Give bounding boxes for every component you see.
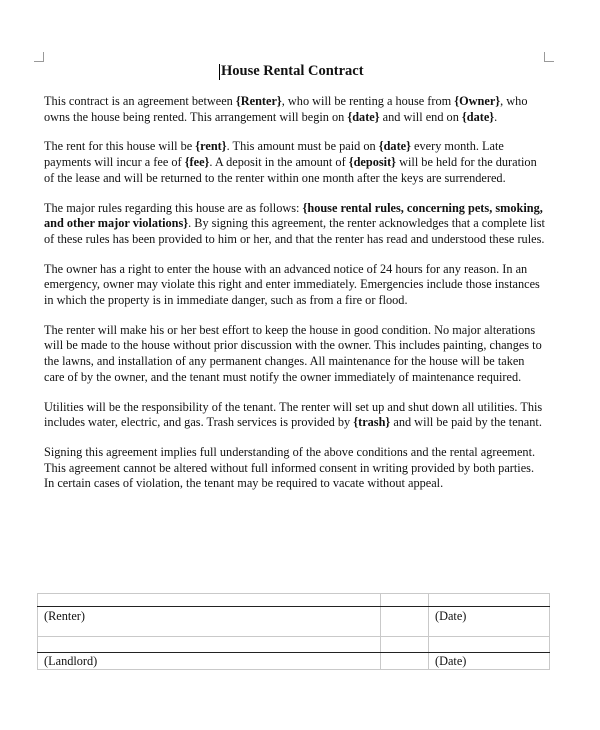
text-run: This contract is an agreement between bbox=[44, 94, 236, 108]
paragraph-entry[interactable] bbox=[44, 262, 546, 309]
placeholder-field: {trash} bbox=[353, 415, 391, 430]
text-run: Signing this agreement implies full understanding of the above conditions and the rental agreement. This agreement cannot be altered without full informed consent in writing provided by both parties. In certain cases of violation, the tenant may be required to vacate without appeal. bbox=[44, 444, 536, 491]
landlord-signature-line[interactable] bbox=[38, 637, 381, 653]
margin-corner-top-right bbox=[544, 52, 554, 62]
text-run: , who owns the house being rented. This arrangement will begin on bbox=[44, 94, 528, 124]
landlord-date-cell[interactable] bbox=[429, 653, 550, 670]
renter-date-label: (Date) bbox=[435, 609, 467, 623]
contract-body[interactable] bbox=[44, 94, 546, 506]
table-row bbox=[38, 637, 550, 653]
placeholder-field: {date} bbox=[461, 109, 495, 124]
document-title[interactable]: House Rental Contract bbox=[221, 63, 364, 79]
text-run: and will be paid by the tenant. bbox=[390, 415, 542, 430]
paragraph-maintenance[interactable] bbox=[44, 323, 546, 386]
signature-table bbox=[37, 593, 550, 670]
margin-corner-top-left bbox=[34, 52, 44, 62]
placeholder-field: {date} bbox=[378, 139, 411, 154]
paragraph-agreement[interactable] bbox=[44, 445, 546, 492]
text-run: The owner has a right to enter the house with an advanced notice of 24 hours for any reason. In an emergency, owner may violate this right and enter immediately. Emergencies include those instances in which the property is in immediate danger, such as from a fire or flood. bbox=[44, 261, 540, 308]
placeholder-field: {Owner} bbox=[454, 94, 501, 108]
landlord-date-line[interactable] bbox=[429, 637, 550, 653]
text-run: The renter will make his or her best effort to keep the house in good condition. No major alterations will be made to the house without prior discussion with the owner. This includes painting, changes to the lawns, and installation of any permanent changes. All maintenance for the house will be taken care of by the owner, and the tenant must notify the owner immediately of maintenance required. bbox=[44, 322, 542, 384]
table-row bbox=[38, 653, 550, 670]
renter-signature-cell[interactable] bbox=[38, 607, 381, 637]
table-cell[interactable] bbox=[381, 594, 429, 607]
placeholder-field: {rent} bbox=[195, 139, 227, 154]
placeholder-field: {deposit} bbox=[348, 155, 397, 170]
paragraph-rent[interactable] bbox=[44, 139, 546, 186]
text-run: The rent for this house will be bbox=[44, 139, 196, 154]
table-cell[interactable] bbox=[381, 637, 429, 653]
placeholder-field: {fee} bbox=[184, 155, 210, 170]
landlord-label: (Landlord) bbox=[44, 654, 98, 668]
placeholder-field: {Renter} bbox=[235, 94, 282, 108]
text-run: The major rules regarding this house are as follows: bbox=[44, 200, 303, 215]
landlord-date-label: (Date) bbox=[435, 654, 467, 668]
text-run: will be held for the duration of the lease and will be returned to the renter within one month after the keys are surrendered. bbox=[44, 155, 537, 185]
table-cell[interactable] bbox=[381, 653, 429, 670]
text-run: . A deposit in the amount of bbox=[209, 155, 349, 170]
landlord-signature-cell[interactable] bbox=[38, 653, 381, 670]
table-row bbox=[38, 607, 550, 637]
text-run: , who will be renting a house from bbox=[281, 94, 455, 108]
table-cell[interactable] bbox=[429, 594, 550, 607]
text-cursor bbox=[219, 64, 220, 80]
text-run: . This amount must be paid on bbox=[226, 139, 379, 154]
text-run: . By signing this agreement, the renter acknowledges that a complete list of these rules has been provided to him or her, and that the renter has read and understood these rules. bbox=[44, 216, 545, 246]
placeholder-field: {date} bbox=[347, 109, 380, 124]
text-run: . bbox=[494, 109, 498, 124]
paragraph-parties[interactable] bbox=[44, 94, 546, 125]
table-cell[interactable] bbox=[38, 594, 381, 607]
text-run: every month. Late payments will incur a fee of bbox=[44, 139, 504, 170]
text-run: Utilities will be the responsibility of the tenant. The renter will set up and shut down all utilities. This includes water, electric, and gas. Trash services is provided by bbox=[44, 399, 543, 430]
placeholder-field: {house rental rules, concerning pets, smoking, and other major violations} bbox=[44, 200, 543, 231]
paragraph-rules[interactable] bbox=[44, 201, 546, 248]
paragraph-utilities[interactable] bbox=[44, 400, 546, 431]
renter-date-cell[interactable] bbox=[429, 607, 550, 637]
table-cell[interactable] bbox=[381, 607, 429, 637]
renter-label: (Renter) bbox=[44, 609, 85, 623]
text-run: and will end on bbox=[379, 109, 462, 124]
table-row bbox=[38, 594, 550, 607]
